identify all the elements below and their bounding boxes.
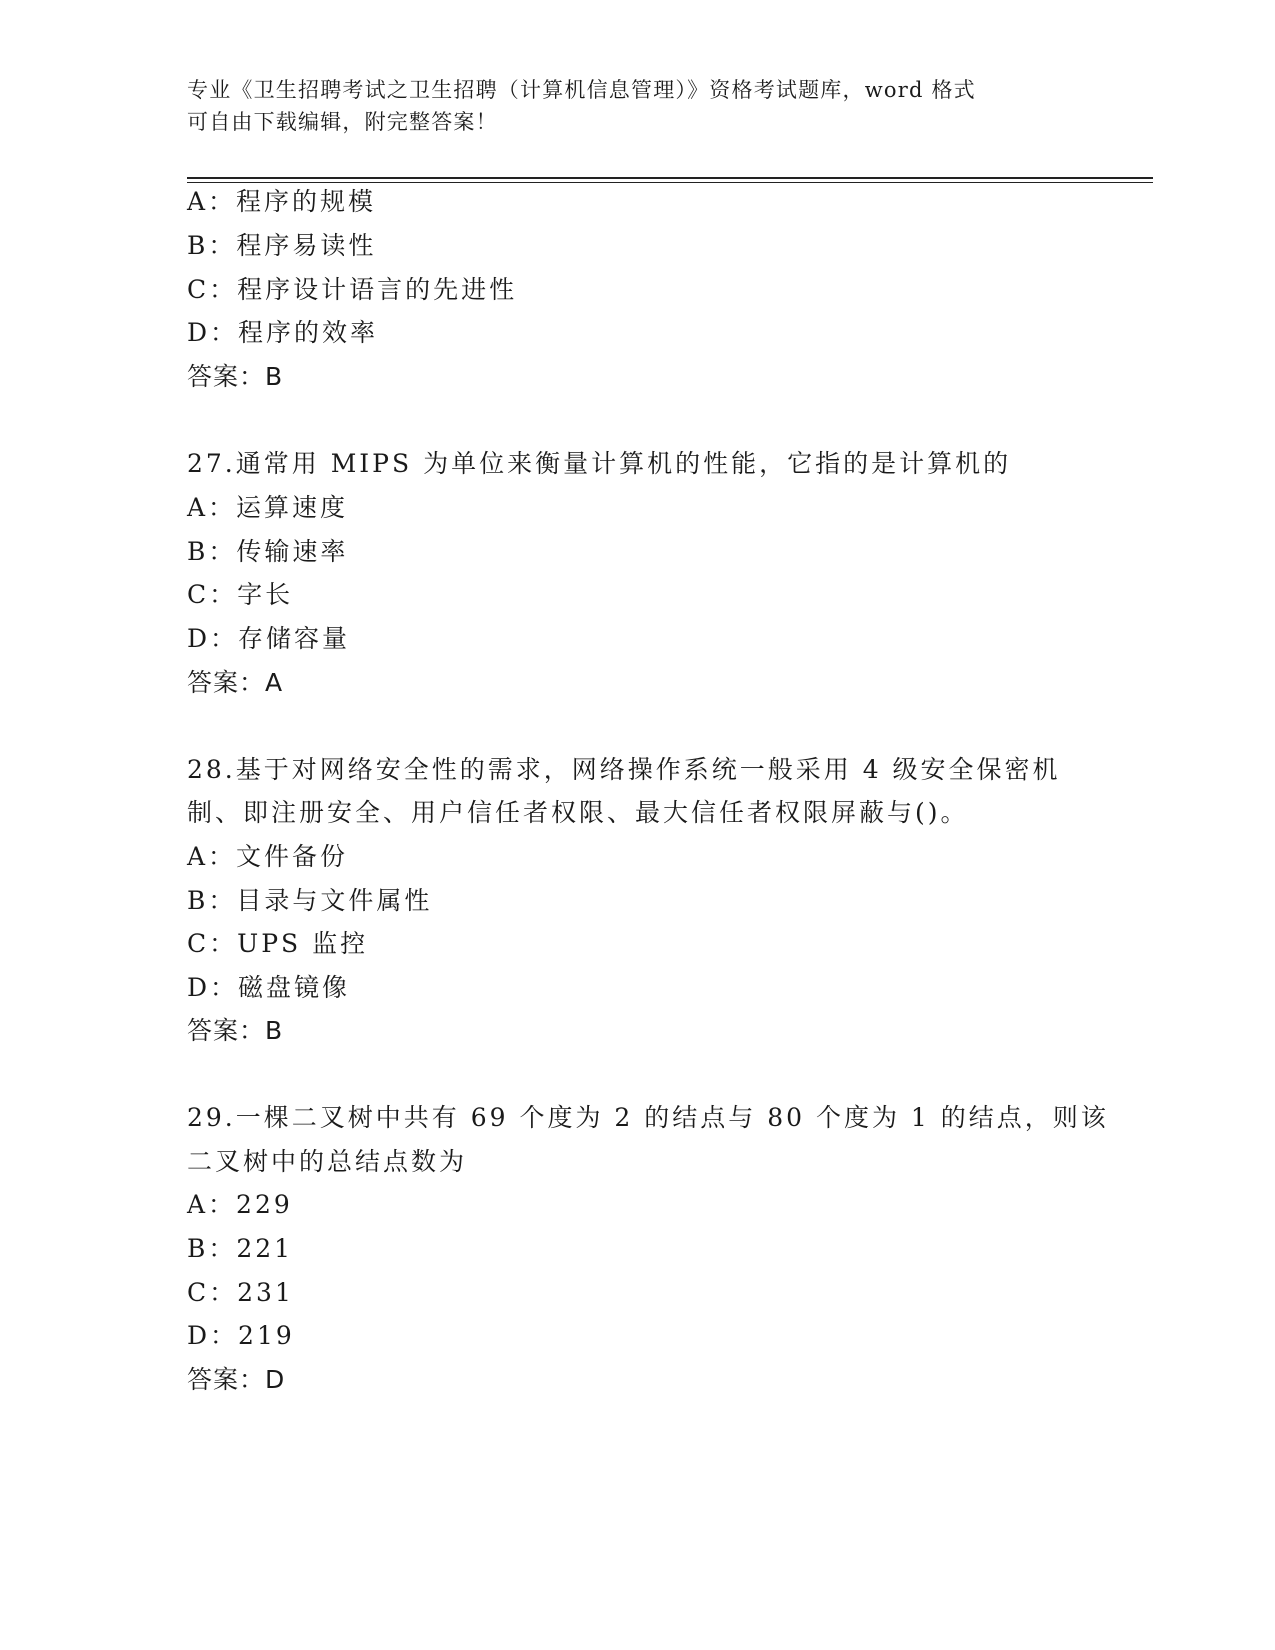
q27-option-c: C：字长 — [187, 580, 294, 609]
q28-option-c: C：UPS 监控 — [187, 929, 369, 958]
q26-option-b: B：程序易读性 — [187, 231, 377, 260]
q29-option-a: A：229 — [187, 1190, 293, 1219]
q27-answer: 答案：A — [187, 668, 284, 697]
q29-stem-line-2: 二叉树中的总结点数为 — [187, 1147, 468, 1176]
q29-stem-line-1: 29.一棵二叉树中共有 69 个度为 2 的结点与 80 个度为 1 的结点，则该 — [187, 1103, 1109, 1132]
q28-stem-line-2: 制、即注册安全、用户信任者权限、最大信任者权限屏蔽与()。 — [187, 798, 969, 827]
q28-option-b: B：目录与文件属性 — [187, 886, 433, 915]
q28-option-d: D：磁盘镜像 — [187, 973, 351, 1002]
q27-option-d: D：存储容量 — [187, 624, 351, 653]
q26-option-d: D：程序的效率 — [187, 318, 379, 347]
q29-option-c: C：231 — [187, 1278, 294, 1307]
q28-option-a: A：文件备份 — [187, 842, 349, 871]
header-line-1: 专业《卫生招聘考试之卫生招聘（计算机信息管理）》资格考试题库，word 格式 — [187, 78, 976, 102]
q26-option-c: C：程序设计语言的先进性 — [187, 275, 518, 304]
header-rule-thick — [187, 177, 1153, 179]
q29-option-d: D：219 — [187, 1321, 295, 1350]
q27-option-a: A：运算速度 — [187, 493, 349, 522]
q26-answer: 答案：B — [187, 362, 284, 391]
header-rule-thin — [187, 182, 1153, 183]
document-header — [187, 74, 1067, 138]
q28-answer: 答案：B — [187, 1016, 284, 1045]
q28-stem-line-1: 28.基于对网络安全性的需求，网络操作系统一般采用 4 级安全保密机 — [187, 755, 1061, 784]
q29-option-b: B：221 — [187, 1234, 294, 1263]
q27-option-b: B：传输速率 — [187, 537, 349, 566]
q26-option-a: A：程序的规模 — [187, 187, 377, 216]
q29-answer: 答案：D — [187, 1365, 286, 1394]
q27-stem: 27.通常用 MIPS 为单位来衡量计算机的性能，它指的是计算机的 — [187, 449, 1012, 478]
header-line-2: 可自由下载编辑，附完整答案！ — [187, 110, 498, 134]
